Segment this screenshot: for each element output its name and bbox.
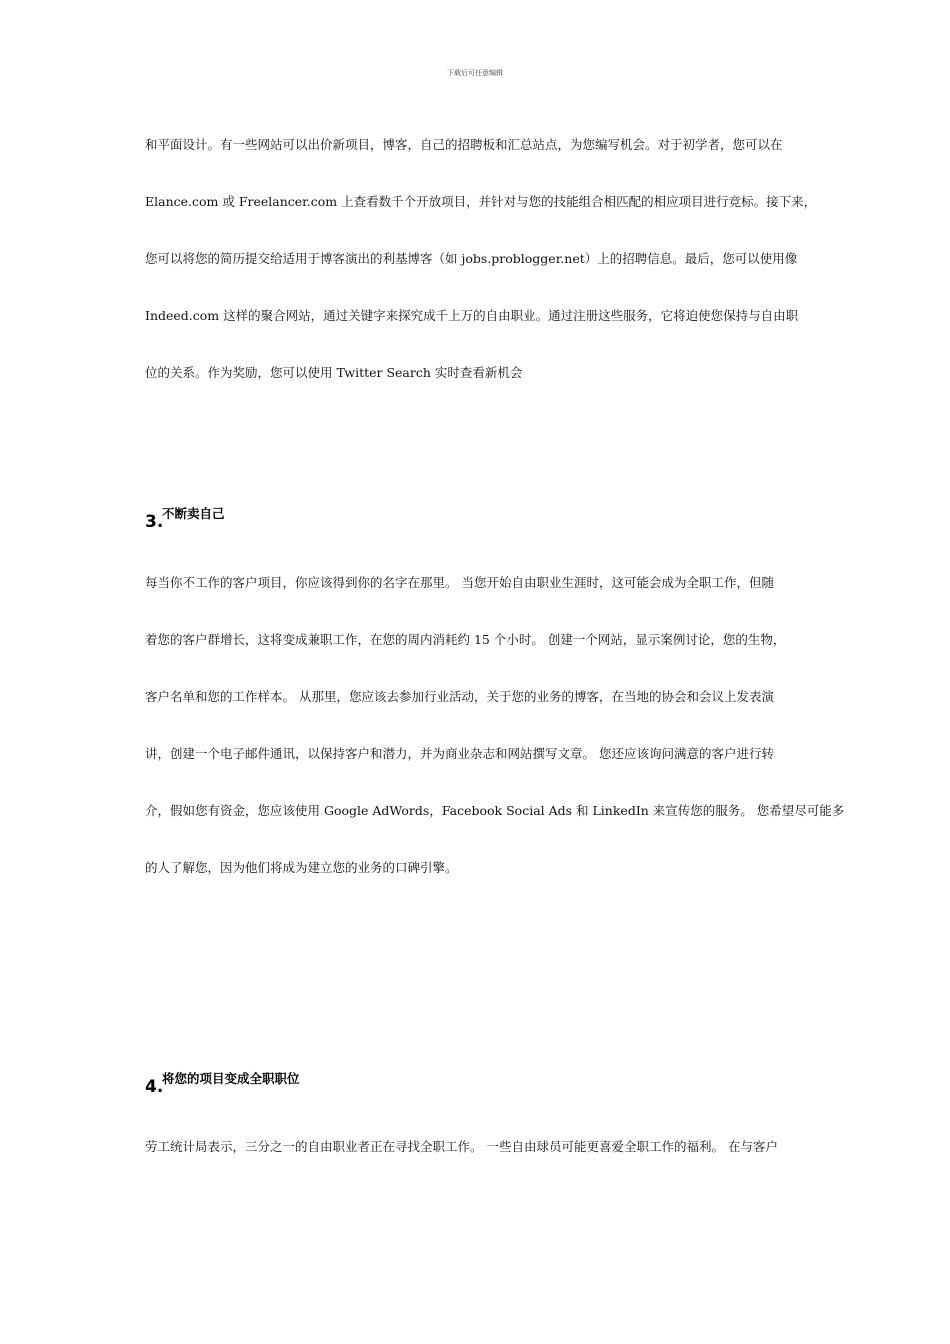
text-line: 讲，创建一个电子邮件通讯，以保持客户和潜力，并为商业杂志和网站撰写文章。 您还应该询问满意的客户进行转	[145, 746, 774, 761]
heading-number: 3.	[145, 512, 164, 532]
text-line: 您可以将您的简历提交给适用于博客演出的利基博客（如 jobs.problogger.net）上的招聘信息。最后，您可以使用像	[145, 251, 798, 266]
page-header-note: 下载后可任意编辑	[447, 69, 503, 77]
text-line: 着您的客户群增长，这将变成兼职工作，在您的周内消耗约 15 个小时。 创建一个网站，显示案例讨论，您的生物，	[145, 632, 786, 647]
text-line: 位的关系。作为奖励，您可以使用 Twitter Search 实时查看新机会	[145, 365, 523, 380]
text-line: 的人了解您，因为他们将成为建立您的业务的口碑引擎。	[145, 860, 458, 875]
text-line: 和平面设计。有一些网站可以出价新项目，博客，自己的招聘板和汇总站点，为您编写机会。对于初学者，您可以在	[145, 137, 783, 152]
text-line: 介，假如您有资金，您应该使用 Google AdWords，Facebook Social Ads 和 LinkedIn 来宣传您的服务。 您希望尽可能多	[145, 803, 845, 818]
heading-title: 不断卖自己	[162, 506, 225, 521]
heading-title: 将您的项目变成全职职位	[162, 1071, 300, 1086]
text-line: 客户名单和您的工作样本。 从那里，您应该去参加行业活动，关于您的业务的博客，在当地的协会和会议上发表演	[145, 689, 774, 704]
text-line: 每当你不工作的客户项目，你应该得到你的名字在那里。 当您开始自由职业生涯时，这可能会成为全职工作，但随	[145, 575, 774, 590]
text-line: Indeed.com 这样的聚合网站，通过关键字来探究成千上万的自由职业。通过注册这些服务，它将迫使您保持与自由职	[145, 308, 799, 323]
text-line: 劳工统计局表示，三分之一的自由职业者正在寻找全职工作。 一些自由球员可能更喜爱全职工作的福利。 在与客户	[145, 1139, 778, 1154]
text-line: Elance.com 或 Freelancer.com 上查看数千个开放项目，并针对与您的技能组合相匹配的相应项目进行竞标。接下来，	[145, 194, 817, 209]
heading-number: 4.	[145, 1077, 164, 1097]
